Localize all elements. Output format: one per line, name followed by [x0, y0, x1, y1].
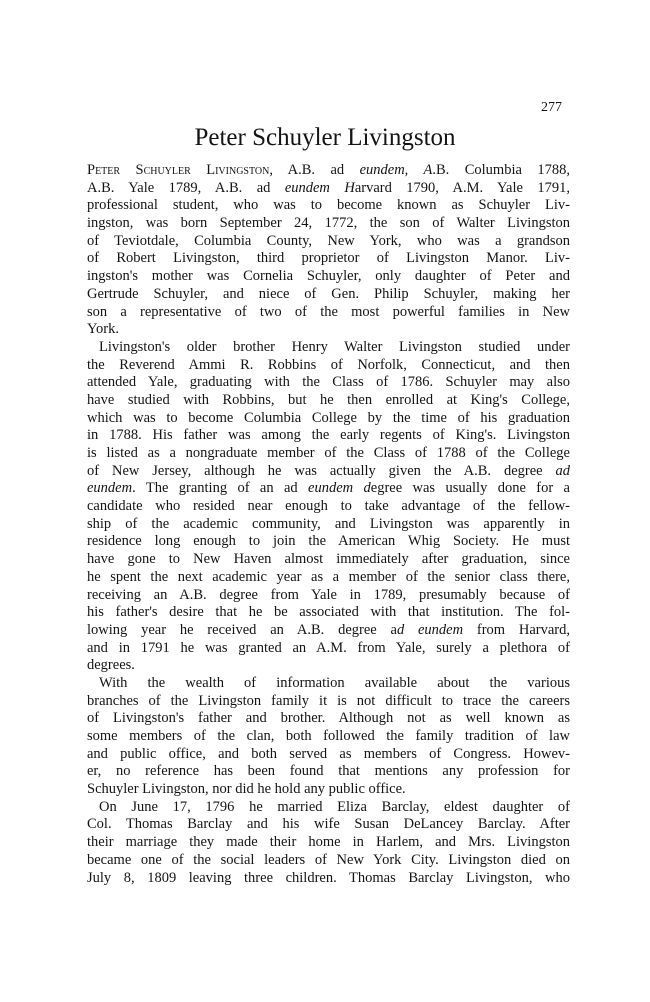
text-line: ingston's mother was Cornelia Schuyler, only daughter of Peter and: [87, 268, 570, 285]
text-line: have gone to New Haven almost immediately after graduation, since: [87, 551, 570, 568]
text-line: July 8, 1809 leaving three children. Thomas Barclay Livingston, who: [87, 869, 570, 886]
text-line: which was to become Columbia College by the time of his graduation: [87, 409, 570, 426]
text-line: Gertrude Schuyler, and niece of Gen. Philip Schuyler, making her: [87, 285, 570, 302]
text-line: the Reverend Ammi R. Robbins of Norfolk, Connecticut, and then: [87, 356, 570, 373]
text-line: became one of the social leaders of New York City. Livingston died on: [87, 851, 570, 868]
text-line: is listed as a nongraduate member of the Class of 1788 of the College: [87, 445, 570, 461]
text-line: he spent the next academic year as a member of the senior class there,: [87, 568, 570, 585]
text-line: degrees.: [87, 657, 135, 674]
text-line: A.B. Yale 1789, A.B. ad eundem Harvard 1790, A.M. Yale 1791,: [87, 179, 570, 196]
text-line: professional student, who was to become known as Schuyler Liv-: [87, 197, 570, 214]
text-line: of New Jersey, although he was actually given the A.B. degree ad: [87, 462, 570, 479]
text-line: of Livingston's father and brother. Although not as well known as: [87, 710, 570, 727]
text-line: have studied with Robbins, but he then enrolled at King's College,: [87, 391, 570, 408]
text-line: Schuyler Livingston, nor did he hold any public office.: [87, 781, 406, 798]
text-line: York.: [87, 321, 119, 338]
text-line: of Robert Livingston, third proprietor of Livingston Manor. Liv-: [87, 250, 570, 267]
text-line: candidate who resided near enough to take advantage of the fellow-: [87, 498, 570, 515]
text-line: lowing year he received an A.B. degree ad eundem from Harvard,: [87, 621, 570, 638]
text-line: some members of the clan, both followed the family tradition of law: [87, 728, 570, 744]
text-line: and public office, and both served as members of Congress. Howev-: [87, 745, 570, 762]
text-line: in 1788. His father was among the early regents of King's. Livingston: [87, 427, 570, 444]
text-line: eundem. The granting of an ad eundem degree was usually done for a: [87, 480, 570, 497]
text-line: of Teviotdale, Columbia County, New York, who was a grandson: [87, 232, 570, 249]
page-number: 277: [541, 100, 562, 115]
page-title: Peter Schuyler Livingston: [194, 124, 456, 151]
text-line: Col. Thomas Barclay and his wife Susan DeLancey Barclay. After: [87, 816, 570, 833]
text-line: ingston, was born September 24, 1772, the son of Walter Livingston: [87, 215, 570, 232]
text-line: On June 17, 1796 he married Eliza Barclay, eldest daughter of: [99, 798, 570, 815]
text-line: son a representative of two of the most powerful families in New: [87, 303, 570, 320]
text-line: With the wealth of information available about the various: [99, 674, 570, 691]
text-line: Peter Schuyler Livingston, A.B. ad eundem, A.B. Columbia 1788,: [87, 162, 570, 178]
text-line: Livingston's older brother Henry Walter Livingston studied under: [99, 338, 570, 355]
text-line: ship of the academic community, and Livingston was apparently in: [87, 515, 570, 532]
body-text: [87, 162, 570, 887]
text-line: and in 1791 he was granted an A.M. from Yale, surely a plethora of: [87, 639, 570, 656]
text-line: er, no reference has been found that mentions any profession for: [87, 763, 570, 780]
text-line: branches of the Livingston family it is not difficult to trace the careers: [87, 692, 570, 709]
text-line: his father's desire that he be associated with that institution. The fol-: [87, 604, 570, 621]
text-line: their marriage they made their home in Harlem, and Mrs. Livingston: [87, 834, 570, 851]
text-line: receiving an A.B. degree from Yale in 1789, presumably because of: [87, 586, 570, 603]
text-line: attended Yale, graduating with the Class of 1786. Schuyler may also: [87, 374, 570, 391]
text-line: residence long enough to join the American Whig Society. He must: [87, 533, 570, 550]
